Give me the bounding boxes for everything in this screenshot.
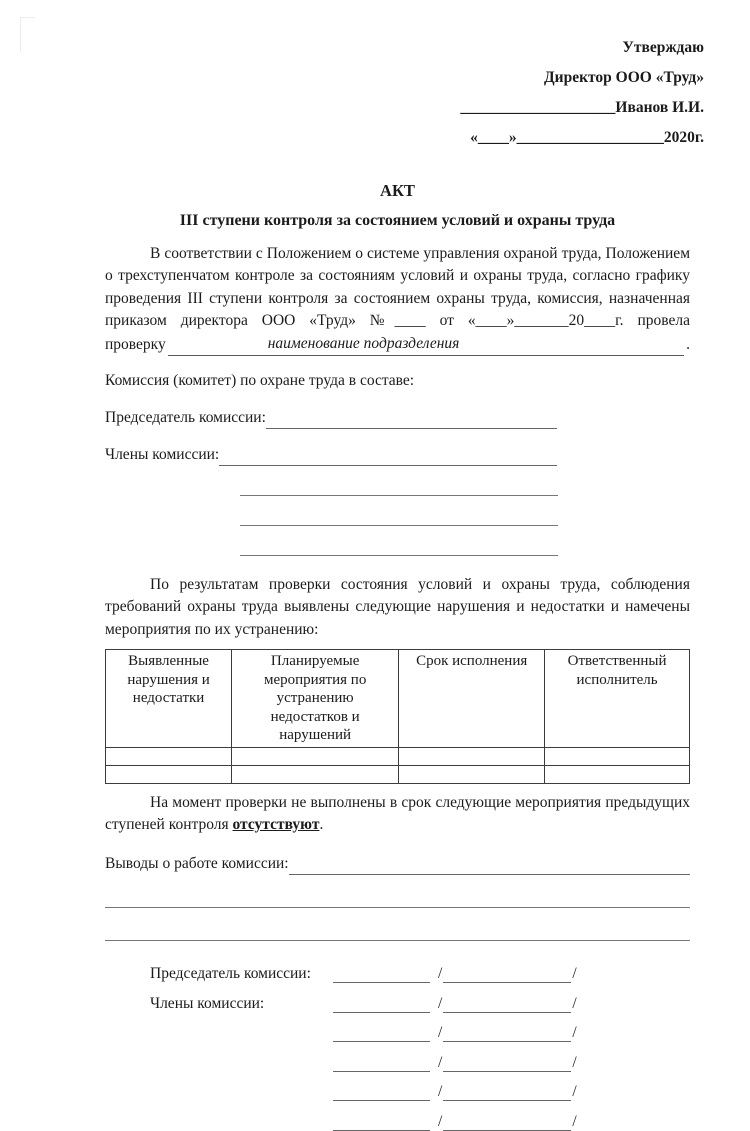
signature-name-blank — [443, 1012, 571, 1013]
table-header-cell: Ответственный исполнитель — [545, 650, 690, 748]
pending-highlight: отсутствуют — [232, 816, 320, 834]
table-empty-cell — [399, 765, 545, 783]
pending-text-before: На момент проверки не выполнены в срок следующие мероприятия предыдущих ступеней контроля — [105, 793, 690, 834]
conclusions-blank — [289, 874, 690, 875]
chairman-label: Председатель комиссии: — [105, 409, 266, 427]
table-empty-cell — [106, 765, 232, 783]
conclusions-extra-lines — [105, 875, 690, 941]
table-empty-cell — [545, 747, 690, 765]
approval-line-approve: Утверждаю — [622, 39, 704, 56]
member-blank-line — [240, 517, 558, 526]
signature-slash: / — [438, 965, 443, 983]
signature-name-blank — [443, 1041, 571, 1042]
signature-row — [105, 1072, 690, 1102]
members-label: Члены комиссии: — [105, 446, 220, 464]
pending-text-after: . — [319, 816, 324, 834]
members-line — [105, 444, 557, 466]
table-row — [106, 747, 690, 765]
signature-row-label: Председатель комиссии: — [150, 965, 311, 983]
conclusions-line — [105, 853, 690, 875]
signature-slash: / — [572, 965, 577, 983]
signature-row — [105, 1013, 690, 1043]
signature-row — [105, 983, 690, 1013]
table-header-cell: Планируемые мероприятия по устранению недостатков и нарушений — [232, 650, 399, 748]
table-header-row — [106, 650, 690, 748]
table-header-cell: Срок исполнения — [399, 650, 545, 748]
table-empty-cell — [545, 765, 690, 783]
signature-slash: / — [438, 1112, 443, 1130]
approval-line-signature: ____________________Иванов И.И. — [460, 99, 704, 116]
table-empty-cell — [232, 765, 399, 783]
signature-slash: / — [438, 1024, 443, 1042]
signature-slash: / — [572, 1053, 577, 1071]
signature-row — [105, 1042, 690, 1072]
signature-blank — [333, 1041, 430, 1042]
member-blank-line — [240, 487, 558, 496]
signature-slash: / — [572, 994, 577, 1012]
signature-name-blank — [443, 1071, 571, 1072]
signature-blank — [333, 982, 430, 983]
signature-row-label: Члены комиссии: — [150, 994, 265, 1012]
table-empty-cell — [399, 747, 545, 765]
department-name-blank — [168, 333, 684, 356]
table-empty-cell — [232, 747, 399, 765]
pending-paragraph — [105, 792, 690, 837]
signature-slash: / — [438, 994, 443, 1012]
signature-blank — [333, 1100, 430, 1101]
signature-slash: / — [572, 1112, 577, 1130]
conclusions-rule-line — [105, 875, 690, 908]
signature-row — [105, 1101, 690, 1131]
signature-slash: / — [572, 1024, 577, 1042]
department-name-hint: наименование подразделения — [267, 334, 460, 352]
approval-line-director: Директор ООО «Труд» — [543, 69, 704, 86]
signature-slash: / — [438, 1083, 443, 1101]
signature-slash: / — [572, 1083, 577, 1101]
table-empty-cell — [106, 747, 232, 765]
conclusions-label: Выводы о работе комиссии: — [105, 854, 289, 872]
violations-table — [105, 649, 690, 784]
table-header-cell: Выявленные нарушения и недостатки — [106, 650, 232, 748]
commission-intro: Комиссия (комитет) по охране труда в составе: — [105, 372, 415, 390]
signature-blank — [333, 1130, 430, 1131]
approval-block — [105, 33, 704, 153]
doc-subtitle: III ступени контроля за состоянием условий и охраны труда — [179, 212, 616, 229]
signature-blank — [333, 1071, 430, 1072]
signature-blank — [333, 1012, 430, 1013]
approval-line-date: «____»___________________2020г. — [470, 129, 704, 146]
member-blank-line — [240, 547, 558, 556]
intro-lead-word: проверку — [105, 335, 166, 353]
intro-tail: . — [686, 335, 690, 353]
inspection-target-line — [105, 333, 690, 356]
doc-title: АКТ — [380, 181, 415, 200]
results-paragraph: По результатам проверки состояния условий и охраны труда, соблюдения требований охраны труда выявлены следующие нарушения и недостатки и намечены мероприятия по их устранению: — [105, 576, 690, 638]
member-blank-lines — [105, 487, 690, 556]
member-name-blank — [219, 465, 557, 466]
signature-row — [105, 954, 690, 984]
signature-block — [105, 954, 690, 1131]
intro-paragraph: В соответствии с Положением о системе управления охраной труда, Положением о трехступенчатом контроле за состояниям условий и охраны труда, согласно графику проведения III ступени контроля за состоянием охраны труда, комиссия, назначенная приказом директора ООО «Труд» №____ от «____»_______20____г. провела — [105, 245, 690, 330]
signature-name-blank — [443, 1130, 571, 1131]
table-row — [106, 765, 690, 783]
signature-name-blank — [443, 982, 571, 983]
signature-slash: / — [438, 1053, 443, 1071]
signature-name-blank — [443, 1100, 571, 1101]
chairman-name-blank — [266, 428, 557, 429]
chairman-line — [105, 407, 557, 429]
conclusions-rule-line — [105, 908, 690, 941]
